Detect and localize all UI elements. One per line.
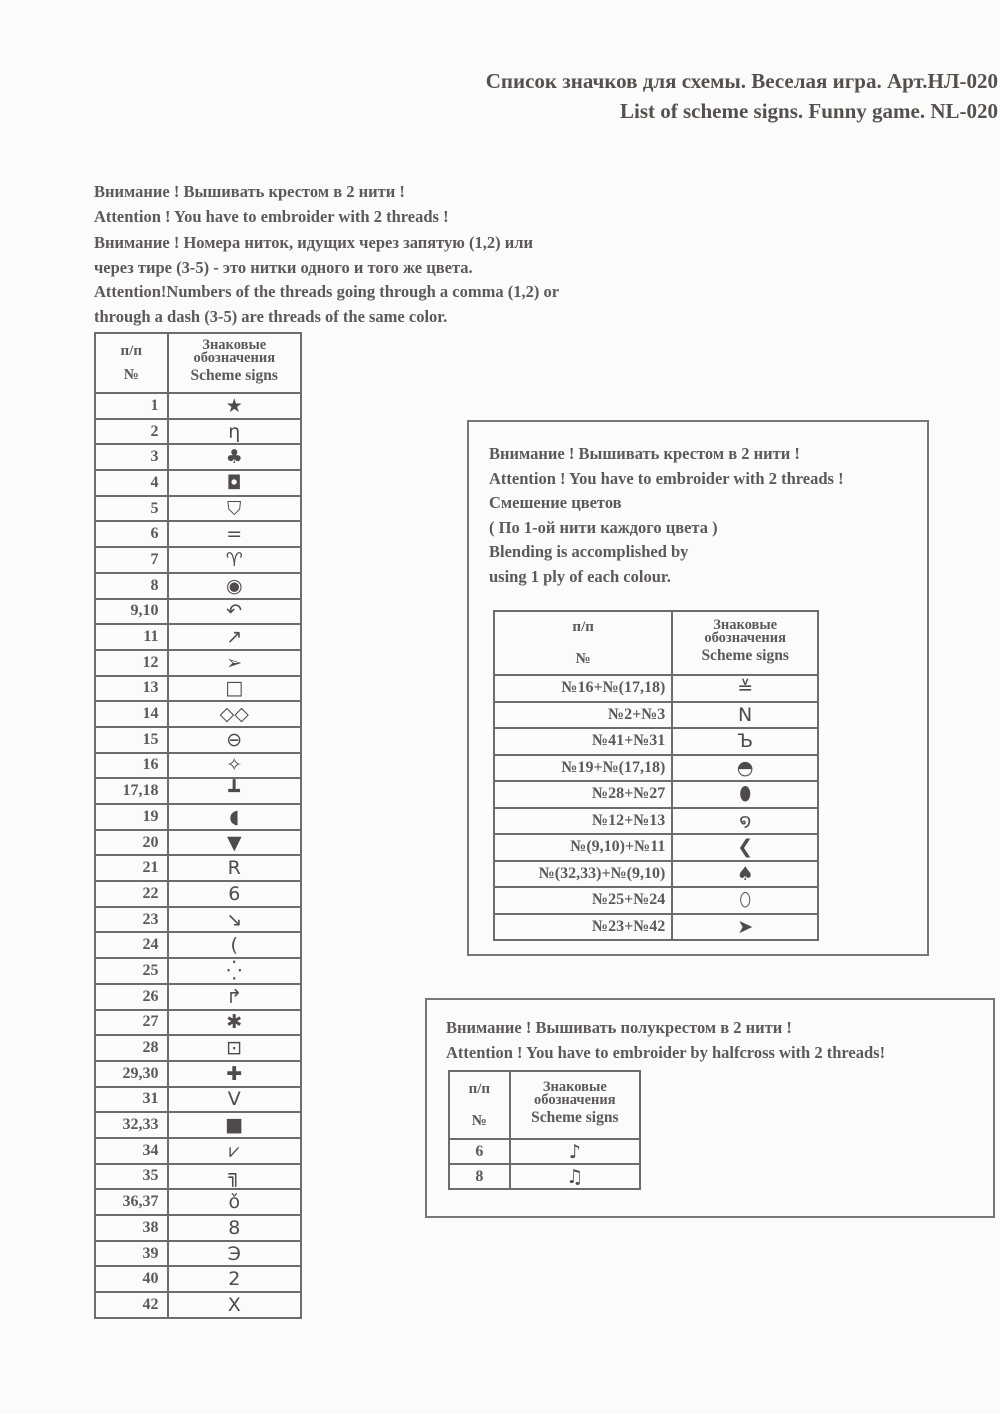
thread-number: 6 bbox=[95, 521, 168, 547]
table-row bbox=[95, 470, 301, 496]
oval-icon: ⬯ bbox=[739, 889, 752, 912]
pill-icon: ⬮ bbox=[739, 783, 752, 806]
thread-number: 9,10 bbox=[95, 599, 168, 625]
table-row bbox=[95, 393, 301, 419]
table-row bbox=[95, 1266, 301, 1292]
scheme-sign bbox=[168, 778, 301, 804]
two-dots-icon: ⁛ bbox=[226, 959, 242, 982]
scheme-sign bbox=[168, 393, 301, 419]
scheme-sign bbox=[168, 1215, 301, 1241]
thread-number: 39 bbox=[95, 1241, 168, 1267]
thread-number: 42 bbox=[95, 1292, 168, 1318]
thread-number: №41+№31 bbox=[494, 728, 672, 755]
table-row bbox=[494, 728, 818, 755]
thread-number: №16+№(17,18) bbox=[494, 675, 672, 702]
scheme-sign bbox=[168, 1112, 301, 1138]
table-row bbox=[95, 855, 301, 881]
scheme-sign bbox=[168, 573, 301, 599]
thread-number: 12 bbox=[95, 650, 168, 676]
club-icon: ♣ bbox=[225, 446, 243, 469]
scheme-sign bbox=[168, 521, 301, 547]
eight-icon: 8 bbox=[228, 1216, 241, 1239]
thread-number: 21 bbox=[95, 855, 168, 881]
table-row bbox=[95, 624, 301, 650]
scheme-sign bbox=[672, 702, 818, 729]
scheme-sign bbox=[168, 1010, 301, 1036]
scheme-sign bbox=[168, 932, 301, 958]
table-header-row bbox=[449, 1071, 640, 1139]
scheme-sign bbox=[168, 1164, 301, 1190]
scheme-sign bbox=[672, 755, 818, 782]
instructions bbox=[94, 180, 559, 329]
table-row bbox=[95, 496, 301, 522]
table-row bbox=[494, 887, 818, 914]
scheme-sign bbox=[168, 1087, 301, 1113]
scheme-sign bbox=[510, 1164, 640, 1189]
letter-x-icon: X bbox=[227, 1293, 241, 1316]
scheme-sign bbox=[168, 1292, 301, 1318]
halfcross-signs-table bbox=[448, 1070, 641, 1190]
half-circle-icon: ◓ bbox=[736, 756, 754, 779]
scheme-sign bbox=[672, 781, 818, 808]
arrow-up-right-icon: ↗ bbox=[226, 626, 243, 649]
table-row bbox=[494, 781, 818, 808]
scheme-sign bbox=[672, 914, 818, 941]
halfcross-box bbox=[425, 998, 995, 1218]
burst-bars-icon: ≚ bbox=[737, 677, 754, 700]
blend-line: Смешение цветов bbox=[489, 493, 622, 512]
v-icon: V bbox=[227, 1088, 241, 1111]
halfcross-line: Attention ! You have to embroider by halfcross with 2 threads! bbox=[446, 1042, 886, 1062]
parenthesis-icon: ( bbox=[230, 934, 238, 957]
arrow-down-right-icon: ↘ bbox=[226, 908, 243, 931]
table-header-row bbox=[95, 333, 301, 393]
circle-minus-icon: ⊖ bbox=[226, 728, 243, 751]
thread-number: 16 bbox=[95, 753, 168, 779]
arrowhead-right-icon: ➢ bbox=[226, 651, 243, 674]
shield-icon: ⛉ bbox=[227, 497, 242, 520]
thread-number: 25 bbox=[95, 958, 168, 984]
scheme-sign bbox=[672, 861, 818, 888]
table-row bbox=[95, 830, 301, 856]
header-sign-ru-2: обозначения bbox=[534, 1092, 616, 1108]
main-signs-table bbox=[94, 332, 302, 1319]
hard-sign-icon: Ъ bbox=[737, 730, 754, 753]
table-row bbox=[95, 753, 301, 779]
table-row bbox=[95, 1241, 301, 1267]
table-row bbox=[95, 1061, 301, 1087]
eighth-note-icon: ♪ bbox=[568, 1140, 581, 1163]
thread-number: №(32,33)+№(9,10) bbox=[494, 861, 672, 888]
drop-icon: ǒ bbox=[228, 1191, 241, 1214]
thread-number: №2+№3 bbox=[494, 702, 672, 729]
triangle-down-icon: ▼ bbox=[226, 831, 242, 854]
header-number bbox=[449, 1071, 510, 1139]
table-row bbox=[95, 573, 301, 599]
table-row bbox=[95, 932, 301, 958]
thread-number: 36,37 bbox=[95, 1189, 168, 1215]
star-icon: ★ bbox=[225, 394, 243, 417]
table-row bbox=[494, 808, 818, 835]
scheme-sign bbox=[672, 887, 818, 914]
thread-number: 19 bbox=[95, 804, 168, 830]
table-row bbox=[494, 834, 818, 861]
table-row bbox=[95, 1292, 301, 1318]
header-signs bbox=[168, 333, 301, 393]
table-row bbox=[95, 907, 301, 933]
thread-number: №28+№27 bbox=[494, 781, 672, 808]
table-row bbox=[95, 778, 301, 804]
eta-icon: η bbox=[228, 420, 241, 443]
table-row bbox=[449, 1139, 640, 1164]
table-row bbox=[95, 881, 301, 907]
double-bar-icon: = bbox=[226, 523, 243, 546]
thread-number: 14 bbox=[95, 701, 168, 727]
table-row bbox=[95, 650, 301, 676]
scheme-sign bbox=[168, 444, 301, 470]
note-line: Внимание ! Номера ниток, идущих через запятую (1,2) или bbox=[94, 233, 534, 252]
header-sign-ru-1: Знаковые bbox=[202, 337, 267, 353]
thread-number: 8 bbox=[449, 1164, 510, 1189]
scheme-sign bbox=[168, 727, 301, 753]
cross-icon: ✚ bbox=[226, 1062, 243, 1085]
thread-number: №12+№13 bbox=[494, 808, 672, 835]
thread-number: 32,33 bbox=[95, 1112, 168, 1138]
table-row bbox=[95, 1010, 301, 1036]
table-row bbox=[494, 675, 818, 702]
header-num-ru: п/п bbox=[572, 619, 594, 635]
square-outline-icon: □ bbox=[225, 677, 244, 700]
scheme-sign bbox=[168, 907, 301, 933]
header-num-sign: № bbox=[575, 651, 591, 667]
halfcross-instructions bbox=[446, 1016, 885, 1065]
table-row bbox=[95, 1164, 301, 1190]
scheme-sign bbox=[168, 624, 301, 650]
table-row bbox=[95, 1189, 301, 1215]
spiral-icon: ໑ bbox=[739, 809, 752, 832]
header-num-sign: № bbox=[471, 1113, 487, 1129]
scheme-sign bbox=[168, 496, 301, 522]
header-sign-ru-1: Знаковые bbox=[713, 617, 778, 633]
thread-number: 22 bbox=[95, 881, 168, 907]
scheme-sign bbox=[510, 1139, 640, 1164]
spade-icon: ♠ bbox=[736, 862, 754, 885]
thread-number: 8 bbox=[95, 573, 168, 599]
table-row bbox=[95, 547, 301, 573]
table-row bbox=[95, 701, 301, 727]
header-sign-ru-2: обозначения bbox=[704, 630, 786, 646]
thread-number: 34 bbox=[95, 1138, 168, 1164]
scheme-sign bbox=[168, 881, 301, 907]
thread-number: №23+№42 bbox=[494, 914, 672, 941]
thread-number: 40 bbox=[95, 1266, 168, 1292]
header-sign-en: Scheme signs bbox=[701, 647, 789, 664]
table-row bbox=[95, 804, 301, 830]
thread-number: 3 bbox=[95, 444, 168, 470]
table-row bbox=[494, 914, 818, 941]
thread-number: №19+№(17,18) bbox=[494, 755, 672, 782]
thread-number: 1 bbox=[95, 393, 168, 419]
thread-number: 4 bbox=[95, 470, 168, 496]
table-row bbox=[95, 419, 301, 445]
scheme-sign bbox=[168, 1138, 301, 1164]
title-ru: Список значков для схемы. Веселая игра. Арт.НЛ-020 bbox=[485, 69, 998, 93]
blend-line: using 1 ply of each colour. bbox=[489, 566, 671, 586]
thread-number: 20 bbox=[95, 830, 168, 856]
square-dot-icon: ⊡ bbox=[226, 1037, 243, 1060]
thread-number: №25+№24 bbox=[494, 887, 672, 914]
thread-number: 6 bbox=[449, 1139, 510, 1164]
scheme-sign bbox=[168, 701, 301, 727]
blend-line: ( По 1-ой нити каждого цвета ) bbox=[489, 517, 718, 537]
six-icon: 6 bbox=[228, 882, 241, 905]
header-sign-en: Scheme signs bbox=[531, 1109, 619, 1126]
thread-number: 35 bbox=[95, 1164, 168, 1190]
bold-n-icon: N bbox=[738, 703, 753, 726]
note-line: through a dash (3-5) are threads of the same color. bbox=[94, 306, 448, 326]
thread-number: 38 bbox=[95, 1215, 168, 1241]
thread-number: 11 bbox=[95, 624, 168, 650]
page-title bbox=[486, 66, 998, 126]
blend-line: Внимание ! Вышивать крестом в 2 нити ! bbox=[489, 444, 800, 463]
scheme-sign bbox=[168, 984, 301, 1010]
table-row bbox=[95, 1138, 301, 1164]
thread-number: 31 bbox=[95, 1087, 168, 1113]
arrowhead-icon: ➤ bbox=[737, 915, 754, 938]
square-circle-icon: ◘ bbox=[226, 471, 242, 494]
thread-number: 26 bbox=[95, 984, 168, 1010]
header-num-ru: п/п bbox=[120, 343, 142, 359]
thread-number: 23 bbox=[95, 907, 168, 933]
scheme-sign bbox=[168, 1061, 301, 1087]
table-row bbox=[95, 958, 301, 984]
u-turn-arrow-icon: ↶ bbox=[226, 600, 243, 623]
table-row bbox=[95, 521, 301, 547]
table-row bbox=[95, 1215, 301, 1241]
scheme-sign bbox=[168, 855, 301, 881]
scheme-sign bbox=[672, 834, 818, 861]
table-row bbox=[95, 444, 301, 470]
halfcross-line: Внимание ! Вышивать полукрестом в 2 нити ! bbox=[446, 1018, 792, 1037]
thread-number: 15 bbox=[95, 727, 168, 753]
reversed-e-icon: Э bbox=[227, 1242, 241, 1265]
header-num-ru: п/п bbox=[468, 1081, 491, 1097]
scheme-sign bbox=[168, 830, 301, 856]
chevron-left-icon: ❮ bbox=[737, 836, 754, 859]
header-sign-ru-2: обозначения bbox=[193, 350, 276, 366]
thread-number: 7 bbox=[95, 547, 168, 573]
fan-lines-icon: ⩗ bbox=[228, 1139, 240, 1162]
t-bar-icon: ┻ bbox=[228, 780, 240, 803]
note-line: Attention ! You have to embroider with 2 threads ! bbox=[94, 206, 449, 226]
table-row bbox=[95, 1112, 301, 1138]
blending-signs-table bbox=[493, 610, 819, 941]
table-row bbox=[95, 727, 301, 753]
aries-icon: ♈ bbox=[225, 548, 243, 571]
header-num-sign: № bbox=[123, 367, 139, 383]
note-line: Внимание ! Вышивать крестом в 2 нити ! bbox=[94, 182, 405, 201]
blend-line: Blending is accomplished by bbox=[489, 542, 689, 561]
thread-number: 2 bbox=[95, 419, 168, 445]
blending-box bbox=[467, 420, 929, 956]
thread-number: 5 bbox=[95, 496, 168, 522]
scheme-sign bbox=[672, 808, 818, 835]
scheme-sign bbox=[168, 804, 301, 830]
table-row bbox=[95, 1035, 301, 1061]
table-header-row bbox=[494, 611, 818, 675]
blending-instructions bbox=[489, 442, 844, 589]
scheme-sign bbox=[672, 728, 818, 755]
scheme-sign bbox=[168, 650, 301, 676]
scheme-sign bbox=[672, 675, 818, 702]
header-number bbox=[95, 333, 168, 393]
table-row bbox=[494, 861, 818, 888]
scheme-sign bbox=[168, 1189, 301, 1215]
table-row bbox=[95, 676, 301, 702]
blend-line: Attention ! You have to embroider with 2 threads ! bbox=[489, 468, 844, 488]
title-en: List of scheme signs. Funny game. NL-020 bbox=[619, 99, 998, 123]
thread-number: 28 bbox=[95, 1035, 168, 1061]
scheme-sign bbox=[168, 1035, 301, 1061]
header-sign-ru-1: Знаковые bbox=[542, 1079, 607, 1095]
header-sign-en: Scheme signs bbox=[190, 367, 278, 384]
thread-number: 24 bbox=[95, 932, 168, 958]
scheme-sign bbox=[168, 470, 301, 496]
header-signs bbox=[672, 611, 818, 675]
note-line: Attention!Numbers of the threads going through a comma (1,2) or bbox=[94, 282, 560, 301]
thread-number: 29,30 bbox=[95, 1061, 168, 1087]
table-row bbox=[449, 1164, 640, 1189]
asterisk-icon: ✱ bbox=[226, 1011, 243, 1034]
header-signs bbox=[510, 1071, 640, 1139]
scheme-sign bbox=[168, 676, 301, 702]
table-row bbox=[494, 702, 818, 729]
scheme-sign bbox=[168, 1266, 301, 1292]
filled-square-icon: ■ bbox=[225, 1114, 244, 1137]
quarter-circle-icon: ◖ bbox=[229, 805, 240, 828]
note-line: через тире (3-5) - это нитки одного и того же цвета. bbox=[94, 257, 473, 277]
thread-number: 13 bbox=[95, 676, 168, 702]
four-point-star-icon: ✧ bbox=[226, 754, 243, 777]
eye-icon: ◉ bbox=[225, 574, 243, 597]
thread-number: №(9,10)+№11 bbox=[494, 834, 672, 861]
header-number bbox=[494, 611, 672, 675]
table-row bbox=[95, 599, 301, 625]
scheme-sign bbox=[168, 753, 301, 779]
double-diamond-icon: ◇◇ bbox=[219, 703, 249, 726]
double-corner-icon: ╗ bbox=[228, 1165, 240, 1188]
scheme-sign bbox=[168, 1241, 301, 1267]
two-icon: 2 bbox=[228, 1268, 241, 1291]
table-row bbox=[95, 984, 301, 1010]
scheme-sign bbox=[168, 547, 301, 573]
beamed-notes-icon: ♫ bbox=[566, 1165, 584, 1188]
table-row bbox=[95, 1087, 301, 1113]
thread-number: 17,18 bbox=[95, 778, 168, 804]
scheme-sign bbox=[168, 599, 301, 625]
scheme-sign bbox=[168, 958, 301, 984]
thread-number: 27 bbox=[95, 1010, 168, 1036]
corner-arrow-icon: ↱ bbox=[226, 985, 243, 1008]
table-row bbox=[494, 755, 818, 782]
letter-r-icon: R bbox=[227, 857, 241, 880]
scheme-sign bbox=[168, 419, 301, 445]
